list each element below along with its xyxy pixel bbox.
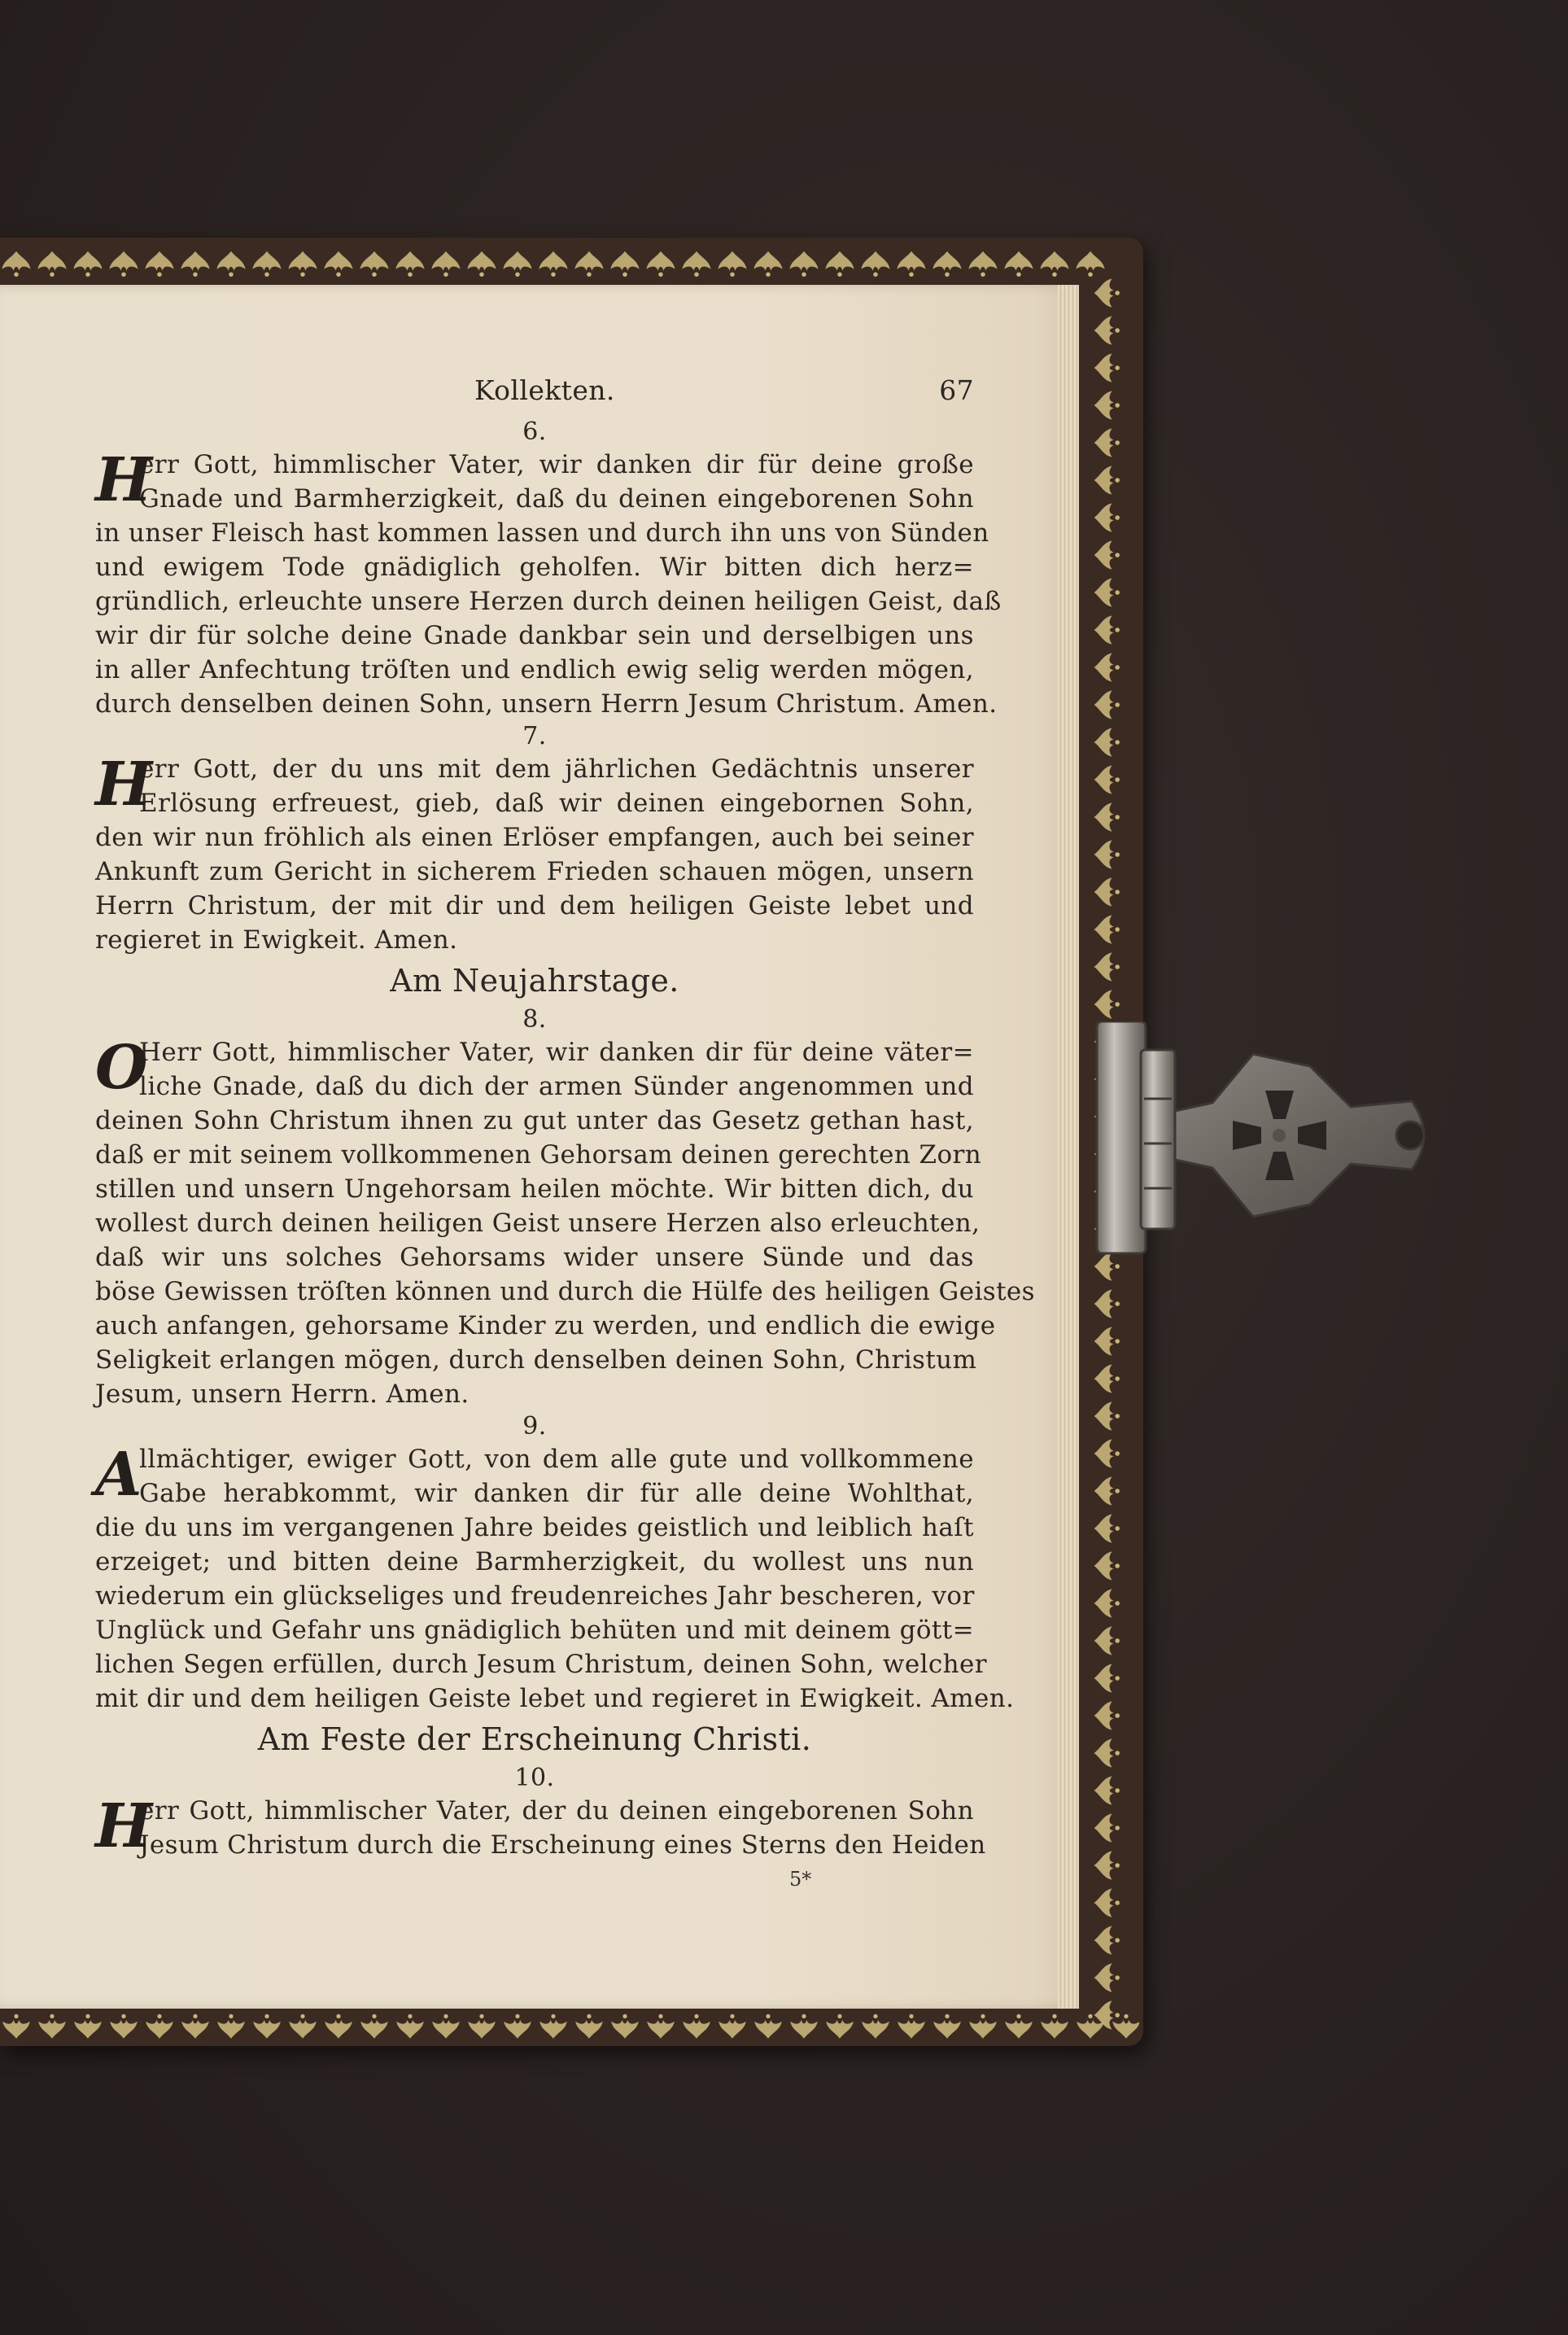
gilt-leaf-ornament [1094,1589,1120,1617]
gilt-leaf-ornament [1094,503,1120,531]
collect-paragraph [95,445,1002,721]
gilt-leaf-ornament [110,2014,138,2039]
gilt-leaf-ornament [683,2014,710,2039]
gilt-leaf-ornament [574,251,603,277]
text-line: deinen Sohn Christum ihnen zu gut unter das Gesetz gethan hast, [95,1106,974,1135]
gilt-leaf-ornament [37,251,66,277]
gilt-leaf-ornament [1094,1963,1120,1992]
gilt-leaf-ornament [1094,353,1120,382]
text-line: wollest durch deinen heiligen Geist unsere Herzen also erleuchten, [95,1209,981,1238]
gilt-leaf-ornament [1094,1364,1120,1393]
text-line: wiederum ein glückseliges und freudenreiches Jahr bescheren, vor [95,1581,975,1611]
gilt-leaf-ornament [252,251,281,277]
text-line: err Gott, himmlischer Vater, wir danken dir für deine große [139,450,974,479]
collect-section-6 [95,417,1002,721]
gilt-leaf-ornament [432,2014,460,2039]
gilt-leaf-ornament [611,2014,639,2039]
gilt-leaf-ornament [1094,278,1120,307]
gilt-leaf-ornament [217,2014,245,2039]
page-text-block [95,374,1035,1862]
collect-paragraph [95,752,974,957]
text-line: Unglück und Gefahr uns gnädiglich behüten und mit deinem gött= [95,1616,974,1645]
gilt-leaf-ornament [1094,1327,1120,1355]
section-number: 7. [522,722,547,750]
gilt-leaf-ornament [754,2014,782,2039]
gilt-leaf-ornament [826,2014,854,2039]
dropcap: H [95,445,153,515]
gilt-leaf-ornament [325,2014,352,2039]
gilt-leaf-ornament [1094,990,1120,1018]
gilt-leaf-ornament [1094,1926,1120,1954]
gilt-leaf-ornament [181,251,209,277]
text-line: liche Gnade, daß du dich der armen Sünder angenommen und [139,1072,974,1101]
gilt-leaf-ornament [1094,391,1120,419]
gilt-leaf-ornament [1094,690,1120,719]
gilt-leaf-ornament [862,2014,889,2039]
gilt-leaf-ornament [431,251,460,277]
gilt-leaf-ornament [146,2014,173,2039]
gilt-leaf-ornament [74,2014,102,2039]
collect-paragraph [95,1440,1015,1716]
gilt-leaf-ornament [504,2014,531,2039]
gilt-leaf-ornament [539,251,567,277]
text-line: Seligkeit erlangen mögen, durch denselben deinen Sohn, Christum [95,1345,977,1375]
running-head [95,374,974,417]
text-line: mit dir und dem heiligen Geiste lebet und regieret in Ewigkeit. Amen. [95,1684,1015,1713]
gilt-leaf-ornament [968,251,997,277]
gilt-leaf-ornament [1094,1776,1120,1804]
text-line: err Gott, himmlischer Vater, der du deinen eingeborenen Sohn [139,1796,974,1826]
gilt-leaf-ornament [1094,1626,1120,1655]
gilt-leaf-ornament [1094,1476,1120,1505]
gilt-leaf-ornament [1094,653,1120,681]
gilt-leaf-ornament [897,251,925,277]
gilt-leaf-ornament [933,251,961,277]
text-line: err Gott, der du uns mit dem jährlichen Gedächtnis unserer [139,754,974,784]
collect-section-10 [95,1716,986,1862]
text-line: Gabe herabkommt, wir danken dir für alle deine Wohlthat, [139,1479,974,1508]
gilt-leaf-ornament [1094,1701,1120,1729]
gilt-leaf-ornament [1094,428,1120,457]
text-line: durch denselben deinen Sohn, unsern Herrn Jesum Christum. Amen. [95,689,998,719]
gilt-border-top [0,244,1119,282]
gilt-leaf-ornament [1004,251,1033,277]
gilt-leaf-ornament [216,251,245,277]
text-line: den wir nun fröhlich als einen Erlöser empfangen, auch bei seiner [95,823,974,852]
gilt-leaf-ornament [933,2014,961,2039]
text-line: gründlich, erleuchte unsere Herzen durch deinen heiligen Geist, daß [95,587,1002,616]
gilt-leaf-ornament [468,2014,496,2039]
collect-paragraph [95,1033,1035,1411]
signature-mark: 5* [789,1868,812,1891]
gilt-leaf-ornament [1094,1401,1120,1430]
collect-paragraph [95,1791,986,1862]
page-edges [1058,285,1079,2009]
gilt-leaf-ornament [647,2014,675,2039]
text-line: die du uns im vergangenen Jahre beides geistlich und leiblich haſt [95,1513,974,1542]
text-line: Ankunft zum Gericht in sicherem Frieden schauen mögen, unsern [95,857,974,886]
gilt-leaf-ornament [289,2014,317,2039]
text-line: daß er mit seinem vollkommenen Gehorsam deinen gerechten Zorn [95,1140,982,1170]
feast-heading: Am Feste der Erscheinung Christi. [257,1721,812,1757]
gilt-leaf-ornament [1040,251,1068,277]
gilt-leaf-ornament [1094,802,1120,831]
collect-section-9 [95,1411,1015,1716]
gilt-leaf-ornament [73,251,102,277]
text-line: stillen und unsern Ungehorsam heilen möchte. Wir bitten dich, du [95,1174,974,1204]
dropcap: A [95,1440,142,1510]
gilt-leaf-ornament [575,2014,603,2039]
gilt-leaf-ornament [1094,840,1120,868]
text-line: lichen Segen erfüllen, durch Jesum Christum, deinen Sohn, welcher [95,1650,987,1679]
gilt-leaf-ornament [396,2014,424,2039]
gilt-leaf-ornament [288,251,317,277]
gilt-leaf-ornament [1094,1514,1120,1542]
gilt-leaf-ornament [1094,1851,1120,1879]
gilt-leaf-ornament [1094,540,1120,569]
text-line: und ewigem Tode gnädiglich geholfen. Wir bitten dich herz= [95,553,974,582]
text-line: Herr Gott, himmlischer Vater, wir danken dir für deine väter= [139,1038,974,1067]
dropcap: H [95,1791,153,1861]
gilt-leaf-ornament [1005,2014,1033,2039]
gilt-leaf-ornament [718,251,746,277]
gilt-leaf-ornament [253,2014,281,2039]
running-title: Kollekten. [474,374,615,406]
section-number: 9. [522,1412,547,1441]
text-line: wir dir für solche deine Gnade dankbar sein und derselbigen uns [95,621,974,650]
text-line: Herrn Christum, der mit dir und dem heiligen Geiste lebet und [95,891,974,920]
gilt-leaf-ornament [969,2014,997,2039]
gilt-leaf-ornament [181,2014,209,2039]
gilt-leaf-ornament [360,2014,388,2039]
section-number: 6. [522,418,547,446]
text-line: in unser Fleisch hast kommen lassen und durch ihn uns von Sünden [95,518,989,548]
gilt-leaf-ornament [395,251,424,277]
gilt-leaf-ornament [1094,578,1120,606]
gilt-leaf-ornament [718,2014,746,2039]
collect-section-8 [95,957,1035,1411]
gilt-leaf-ornament [1094,1888,1120,1917]
gilt-leaf-ornament [1094,1439,1120,1467]
gilt-leaf-ornament [790,2014,818,2039]
text-line: erzeiget; und bitten deine Barmherzigkeit, du wollest uns nun [95,1547,974,1576]
gilt-leaf-ornament [825,251,854,277]
gilt-leaf-ornament [1094,1813,1120,1842]
text-line: regieret in Ewigkeit. Amen. [95,925,458,955]
gilt-leaf-ornament [539,2014,567,2039]
gilt-leaf-ornament [2,251,30,277]
gilt-leaf-ornament [109,251,138,277]
gilt-leaf-ornament [1094,1289,1120,1318]
feast-heading: Am Neujahrstage. [390,963,679,999]
gilt-leaf-ornament [753,251,782,277]
gilt-leaf-ornament [1094,1551,1120,1580]
gilt-leaf-ornament [682,251,710,277]
gilt-leaf-ornament [1094,728,1120,756]
text-line: in aller Anfechtung tröſten und endlich ewig selig werden mögen, [95,655,974,684]
gilt-leaf-ornament [503,251,531,277]
gilt-leaf-ornament [467,251,496,277]
text-line: Jesum, unsern Herrn. Amen. [95,1380,470,1409]
gilt-leaf-ornament [324,251,352,277]
text-line: daß wir uns solches Gehorsams wider unsere Sünde und das [95,1243,974,1272]
text-line: Jesum Christum durch die Erscheinung eines Sterns den Heiden [139,1830,986,1860]
gilt-leaf-ornament [2,2014,30,2039]
gilt-leaf-ornament [1094,1738,1120,1767]
text-line: Erlösung erfreuest, gieb, daß wir deinen eingebornen Sohn, [139,789,974,818]
dropcap: O [95,1033,148,1103]
gilt-leaf-ornament [1077,2014,1104,2039]
gilt-leaf-ornament [1094,466,1120,494]
clasp-hinge [1097,1021,1175,1253]
page-number: 67 [939,374,974,406]
gilt-leaf-ornament [1094,615,1120,644]
section-number: 10. [514,1764,555,1792]
gilt-leaf-ornament [861,251,889,277]
gilt-leaf-ornament [1094,952,1120,981]
gilt-leaf-ornament [145,251,173,277]
collect-section-7 [95,721,974,957]
gilt-leaf-ornament [360,251,388,277]
gilt-leaf-ornament [646,251,675,277]
metal-clasp [1090,1021,1432,1266]
gilt-leaf-ornament [789,251,818,277]
gilt-border-bottom [0,2010,1139,2043]
dropcap: H [95,750,153,820]
gilt-leaf-ornament [1094,765,1120,794]
gilt-leaf-ornament [1094,877,1120,906]
gilt-leaf-ornament [1094,915,1120,943]
text-line: auch anfangen, gehorsame Kinder zu werden, und endlich die ewige [95,1311,996,1340]
text-line: böse Gewissen tröſten können und durch die Hülfe des heiligen Geistes [95,1277,1035,1306]
gilt-leaf-ornament [1112,2014,1139,2039]
cross-clasp-plate [1175,1054,1424,1217]
gilt-leaf-ornament [898,2014,925,2039]
gilt-leaf-ornament [1094,1664,1120,1692]
gilt-leaf-ornament [610,251,639,277]
gilt-leaf-ornament [38,2014,66,2039]
gilt-leaf-ornament [1094,316,1120,344]
gilt-leaf-ornament [1041,2014,1068,2039]
text-line: llmächtiger, ewiger Gott, von dem alle gute und vollkommene [139,1445,974,1474]
text-line: Gnade und Barmherzigkeit, daß du deinen eingeborenen Sohn [139,484,974,514]
section-number: 8. [522,1005,547,1034]
